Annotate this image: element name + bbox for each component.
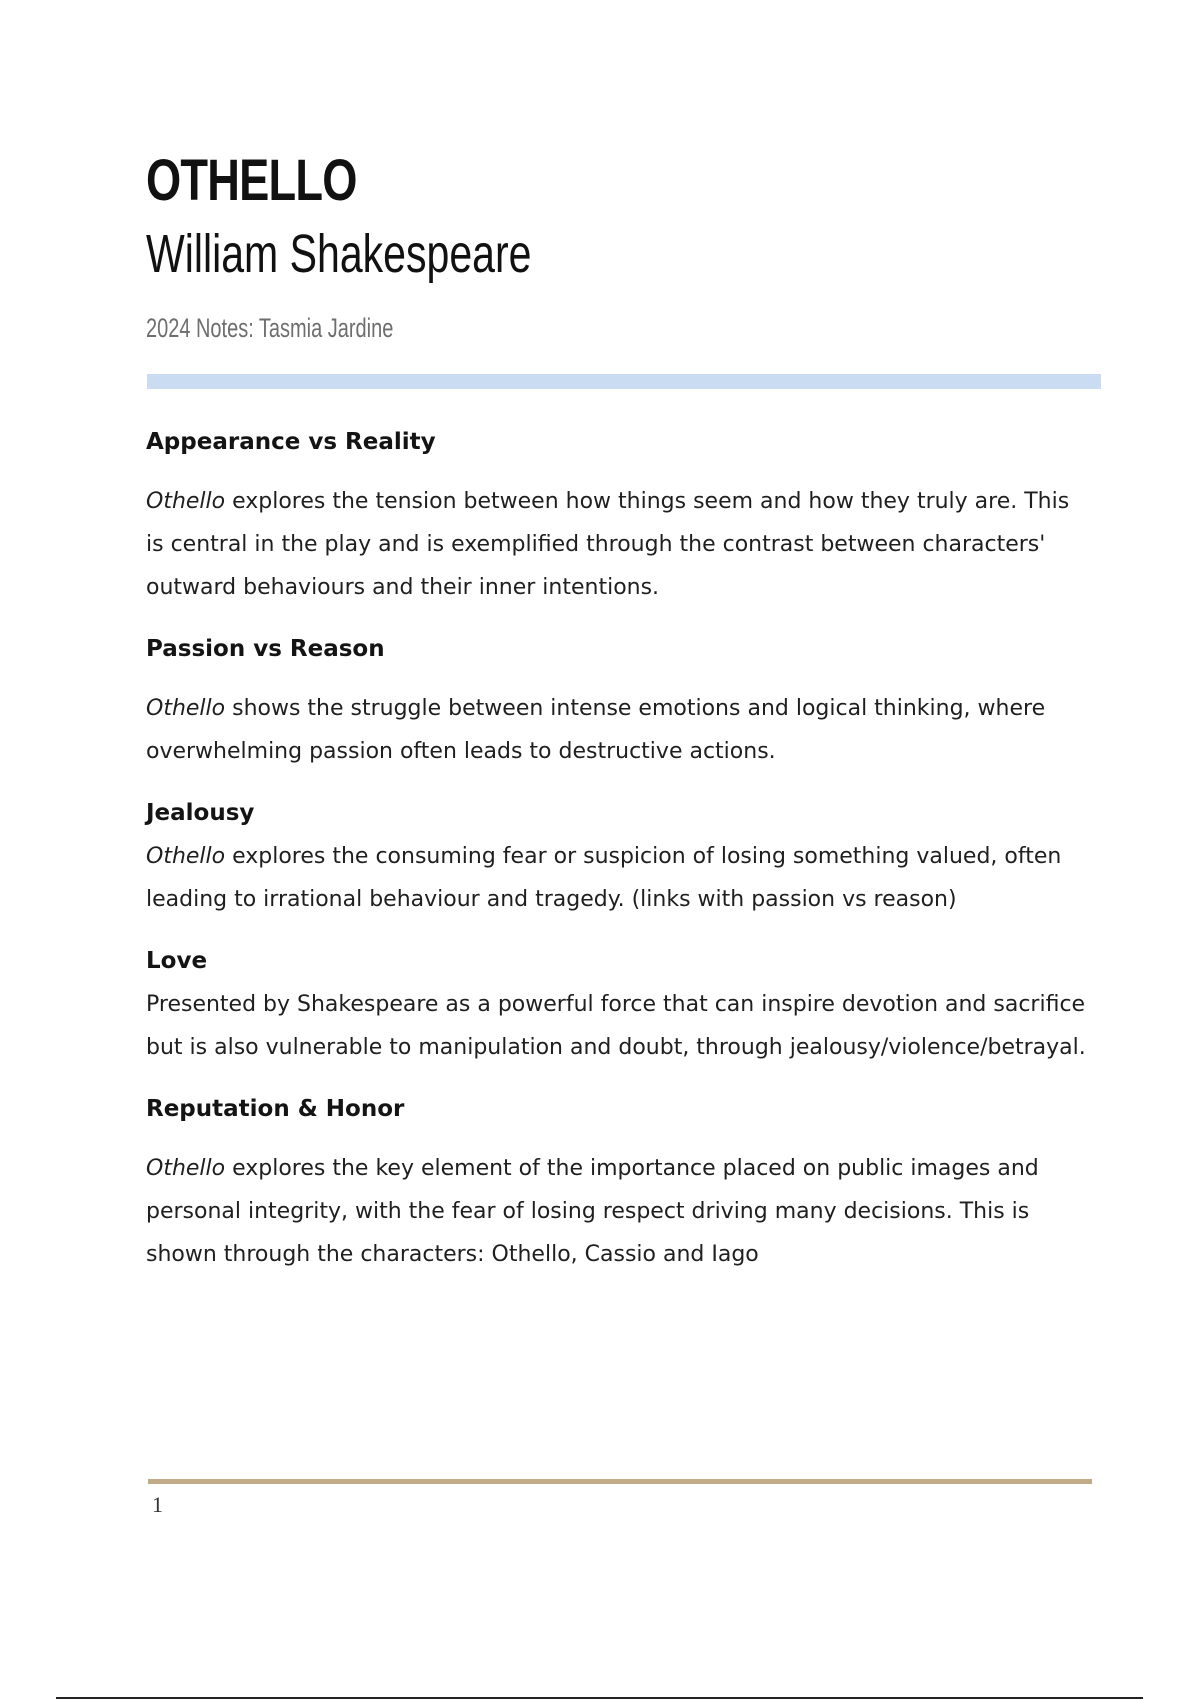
footer-divider [148,1479,1092,1484]
theme-section-reputation-honor [146,1087,1091,1276]
play-title-italic: Othello [146,1156,226,1181]
header-divider [147,374,1101,389]
play-title-italic: Othello [146,844,226,869]
theme-section-love [146,939,1091,1069]
page-number: 1 [152,1492,163,1517]
section-body-text: explores the key element of the importance placed on public images and personal integrity, with the fear of losing respect driving many decisions. This is shown through the characters: Othello, Cassio and Iago [146,1156,1039,1267]
play-title-italic: Othello [146,489,226,514]
theme-section-appearance-vs-reality [146,420,1091,609]
section-body [146,687,1091,773]
section-body [146,1147,1091,1276]
section-body [146,983,1091,1069]
themes-content [146,420,1091,1276]
section-body-text: Presented by Shakespeare as a powerful force that can inspire devotion and sacrifice but is also vulnerable to manipulation and doubt, through jealousy/violence/betrayal. [146,992,1086,1060]
section-heading: Reputation & Honor [146,1096,405,1122]
theme-section-passion-vs-reason [146,627,1091,773]
section-heading: Love [146,948,208,974]
page-edge-line [56,1697,1143,1699]
section-body-text: shows the struggle between intense emotions and logical thinking, where overwhelming passion often leads to destructive actions. [146,696,1046,764]
play-title-italic: Othello [146,696,226,721]
document-author: William Shakespeare [146,224,532,284]
document-title: OTHELLO [146,148,357,213]
section-body-text: explores the consuming fear or suspicion of losing something valued, often leading to irrational behaviour and tragedy. (links with passion vs reason) [146,844,1062,912]
theme-section-jealousy [146,791,1091,921]
section-heading: Appearance vs Reality [146,429,436,455]
section-body [146,480,1091,609]
section-body [146,835,1091,921]
section-heading: Jealousy [146,800,255,826]
section-body-text: explores the tension between how things seem and how they truly are. This is central in the play and is exemplified through the contrast between characters' outward behaviours and their inner intentions. [146,489,1070,600]
section-heading: Passion vs Reason [146,636,385,662]
notes-attribution: 2024 Notes: Tasmia Jardine [146,313,394,343]
